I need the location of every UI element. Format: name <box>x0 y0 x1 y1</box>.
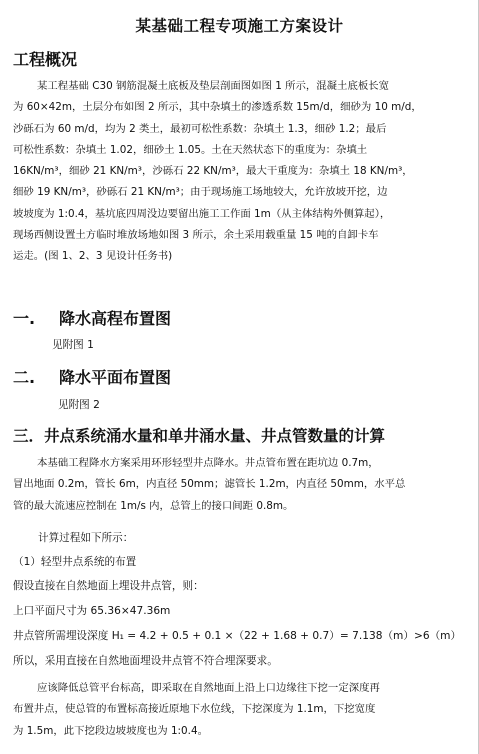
overview-line: 可松性系数：杂填土 1.02，细砂土 1.05。土在天然状态下的重度为：杂填土 <box>13 143 368 156</box>
appendix-reference: 见附图 2 <box>58 399 100 411</box>
section-number: 二. <box>13 368 36 387</box>
section-heading-2 <box>13 365 171 388</box>
section-label: 降水高程布置图 <box>59 309 172 328</box>
overview-line: 细砂 19 KN/m³，砂砾石 21 KN/m³；由于现场施工场地较大，允许放坡开挖，边 <box>13 186 388 199</box>
overview-paragraph <box>13 76 465 268</box>
lower-line: 应该降低总管平台标高，即采取在自然地面上沿上口边缘往下挖一定深度再 <box>37 682 380 694</box>
lower-line: 布置井点，使总管的布置标高接近原地下水位线，下挖深度为 1.1m，下挖宽度 <box>13 703 376 716</box>
section-heading-1 <box>13 306 171 329</box>
top-size-text: 上口平面尺寸为 65.36×47.36m <box>13 605 171 617</box>
overview-line: 坡坡度为 1:0.4，基坑底四周没边要留出施工工作面 1m（从主体结构外侧算起）， <box>13 207 391 220</box>
overview-line: 运走。(图 1、2、3 见设计任务书) <box>13 250 173 263</box>
section3-intro-paragraph <box>13 453 465 517</box>
subsection-heading: （1）轻型井点系统的布置 <box>13 556 137 568</box>
appendix-reference: 见附图 1 <box>52 339 94 351</box>
overview-line: 某工程基础 C30 钢筋混凝土底板及垫层剖面图如图 1 所示，混凝土底板长宽 <box>37 80 390 92</box>
lower-paragraph <box>13 678 465 742</box>
depth-formula: 井点管所需埋设深度 H₁ = 4.2 + 0.5 + 0.1 ×（22 + 1.68 + 0.7）= 7.138（m）>6（m） <box>13 630 462 642</box>
lower-line: 为 1.5m，此下挖段边坡坡度也为 1:0.4。 <box>13 724 208 737</box>
calc-label: 计算过程如下所示： <box>38 532 134 544</box>
section-number: 一. <box>13 309 36 328</box>
document-title: 某基础工程专项施工方案设计 <box>135 17 344 35</box>
intro-line: 本基础工程降水方案采用环形轻型井点降水。井点管布置在距坑边 0.7m， <box>37 457 379 469</box>
section-heading-3: 三．井点系统涌水量和单井涌水量、井点管数量的计算 <box>13 427 386 445</box>
overview-line: 为 60×42m，土层分布如图 2 所示，其中杂填土的渗透系数 15m/d，细砂为 10 m/d， <box>13 101 422 114</box>
conclusion-text: 所以，采用直接在自然地面埋设井点管不符合埋深要求。 <box>13 655 278 667</box>
intro-line: 管的最大流速应控制在 1m/s 内，总管上的接口间距 0.8m。 <box>13 499 294 512</box>
assumption-text: 假设直接在自然地面上埋设井点管，则： <box>13 580 204 592</box>
overview-line: 沙砾石为 60 m/d，均为 2 类土，最初可松性系数：杂填土 1.3，细砂 1.2；最后 <box>13 122 387 135</box>
intro-line: 冒出地面 0.2m，管长 6m，内直径 50mm；滤管长 1.2m，内直径 50mm，水平总 <box>13 478 406 491</box>
overview-line: 现场西侧设置土方临时堆放场地如图 3 所示，余土采用载重量 15 吨的自卸卡车 <box>13 229 379 242</box>
section-label: 降水平面布置图 <box>59 368 172 387</box>
overview-heading: 工程概况 <box>13 50 78 69</box>
overview-line: 16KN/m³，细砂 21 KN/m³，沙砾石 22 KN/m³，最大干重度为：杂填土 18 KN/m³， <box>13 165 413 178</box>
